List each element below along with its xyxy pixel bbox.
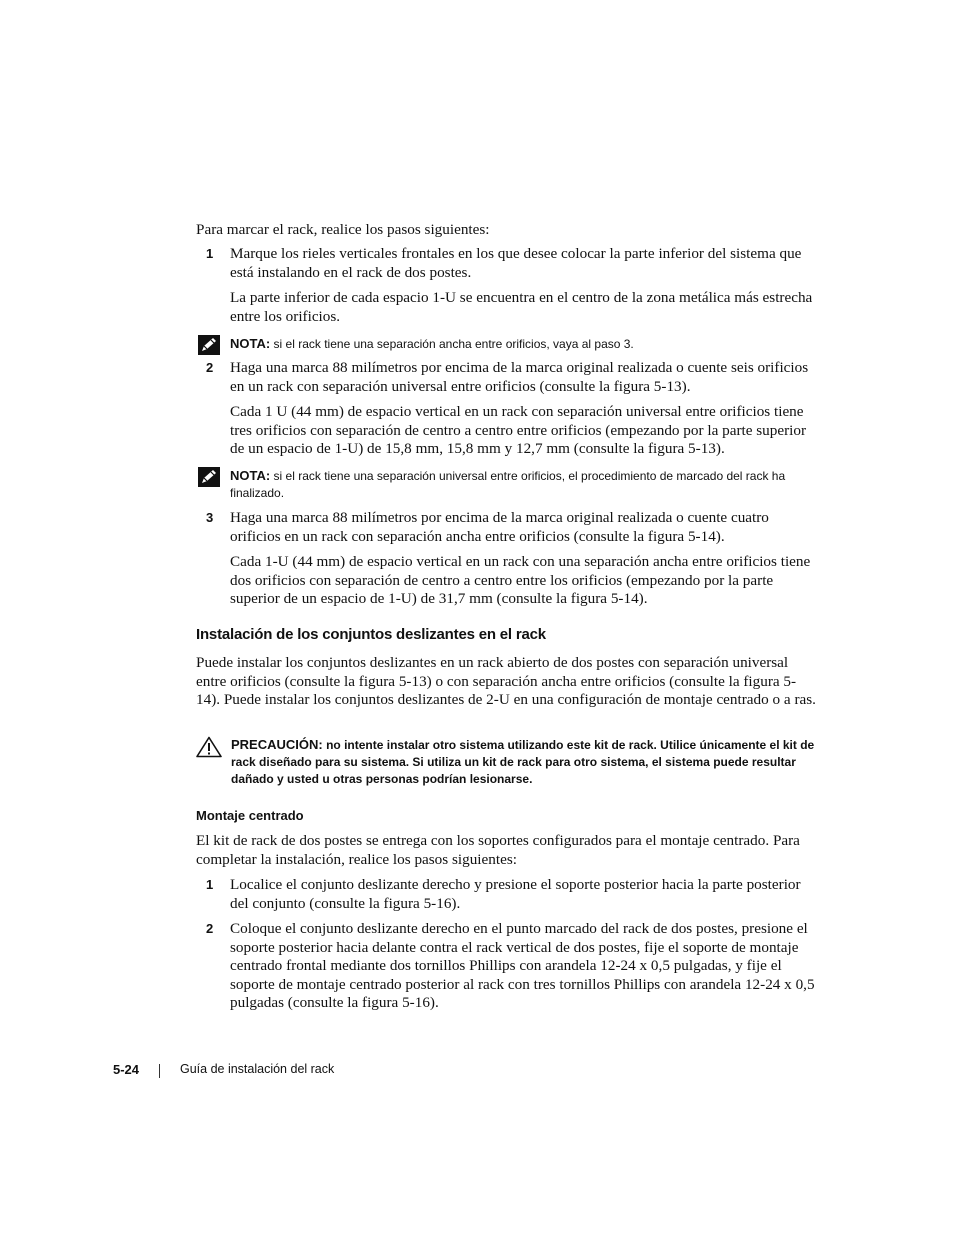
marking-step-3-detail: Cada 1-U (44 mm) de espacio vertical en un rack con una separación ancha entre orificios tiene dos orificios con separación de centro a centro entre los orificios (empezando por la parte superior de un espacio de 1-U) de 31,7 mm (consulte la figura 5-14). [230,553,811,608]
page-number: 5-24 [113,1062,140,1077]
marking-step-2 [206,359,816,396]
section-heading: Instalación de los conjuntos deslizantes en el rack [196,626,546,643]
caution-label: PRECAUCIÓN: [231,737,323,752]
note-2 [198,467,816,502]
marking-step-3 [206,509,816,546]
note-body: si el rack tiene una separación universal entre orificios, el procedimiento de marcado del rack ha finalizado. [230,469,786,500]
marking-step-1 [206,245,816,282]
footer-title: Guía de instalación del rack [180,1062,335,1076]
marking-step-1-detail: La parte inferior de cada espacio 1-U se encuentra en el centro de la zona metálica más estrecha entre los orificios. [230,289,813,325]
step-number: 2 [206,360,214,375]
note-body: si el rack tiene una separación ancha entre orificios, vaya al paso 3. [273,337,634,351]
caution-body: no intente instalar otro sistema utilizando este kit de rack. Utilice únicamente el kit de rack diseñado para su sistema. Si utiliza un kit de rack para otro sistema, el sistema puede resultar dañado y usted u otras personas podrían lesionarse. [231,738,815,786]
marking-step-2-detail: Cada 1 U (44 mm) de espacio vertical en un rack con separación universal entre orificios tiene tres orificios con separación de centro a centro entre orificios (empezando por la parte superior de un espacio de 1-U) de 15,8 mm, 15,8 mm y 12,7 mm (consulte la figura 5-13). [230,403,807,458]
intro-text: Para marcar el rack, realice los pasos siguientes: [196,221,490,238]
step-number: 2 [206,921,214,936]
note-pencil-icon [198,335,220,355]
page-footer [113,1062,335,1077]
step-number: 1 [206,246,214,261]
subsection-paragraph: El kit de rack de dos postes se entrega con los soportes configurados para el montaje centrado. Para completar la instalación, realice los pasos siguientes: [196,832,800,868]
step-number: 3 [206,510,214,525]
footer-divider [159,1064,160,1078]
note-1 [198,335,816,353]
mounting-step-1 [206,876,816,913]
note-pencil-icon [198,467,220,487]
step-text: Localice el conjunto deslizante derecho y presione el soporte posterior hacia la parte posterior del conjunto (consulte la figura 5-16). [230,876,801,912]
subsection-heading: Montaje centrado [196,808,304,823]
note-label: NOTA: [230,468,271,483]
mounting-step-2 [206,920,816,1013]
caution-box [196,736,816,788]
step-number: 1 [206,877,214,892]
step-text: Haga una marca 88 milímetros por encima de la marca original realizada o cuente cuatro orificios en un rack con separación ancha entre orificios (consulte la figura 5-14). [230,509,769,545]
caution-triangle-icon [196,736,222,758]
section-paragraph: Puede instalar los conjuntos deslizantes en un rack abierto de dos postes con separación universal entre orificios (consulte la figura 5-13) o con separación ancha entre orificios (consulte la figura 5-14). Puede instalar los conjuntos deslizantes de 2-U en una configuración de montaje centrado o a ras. [196,654,816,709]
step-text: Haga una marca 88 milímetros por encima de la marca original realizada o cuente seis orificios en un rack con separación universal entre orificios (consulte la figura 5-13). [230,359,809,395]
step-text: Coloque el conjunto deslizante derecho en el punto marcado del rack de dos postes, presione el soporte posterior hacia delante contra el rack vertical de dos postes, fije el soporte de montaje centrado frontal mediante dos tornillos Phillips con arandela 12-24 x 0,5 pulgadas, y fije el soporte de montaje centrado posterior al rack con tres tornillos Phillips con arandela 12-24 x 0,5 pulgadas (consulte la figura 5-16). [230,920,815,1012]
step-text: Marque los rieles verticales frontales en los que desee colocar la parte inferior del sistema que está instalando en el rack de dos postes. [230,245,802,281]
note-label: NOTA: [230,336,271,351]
